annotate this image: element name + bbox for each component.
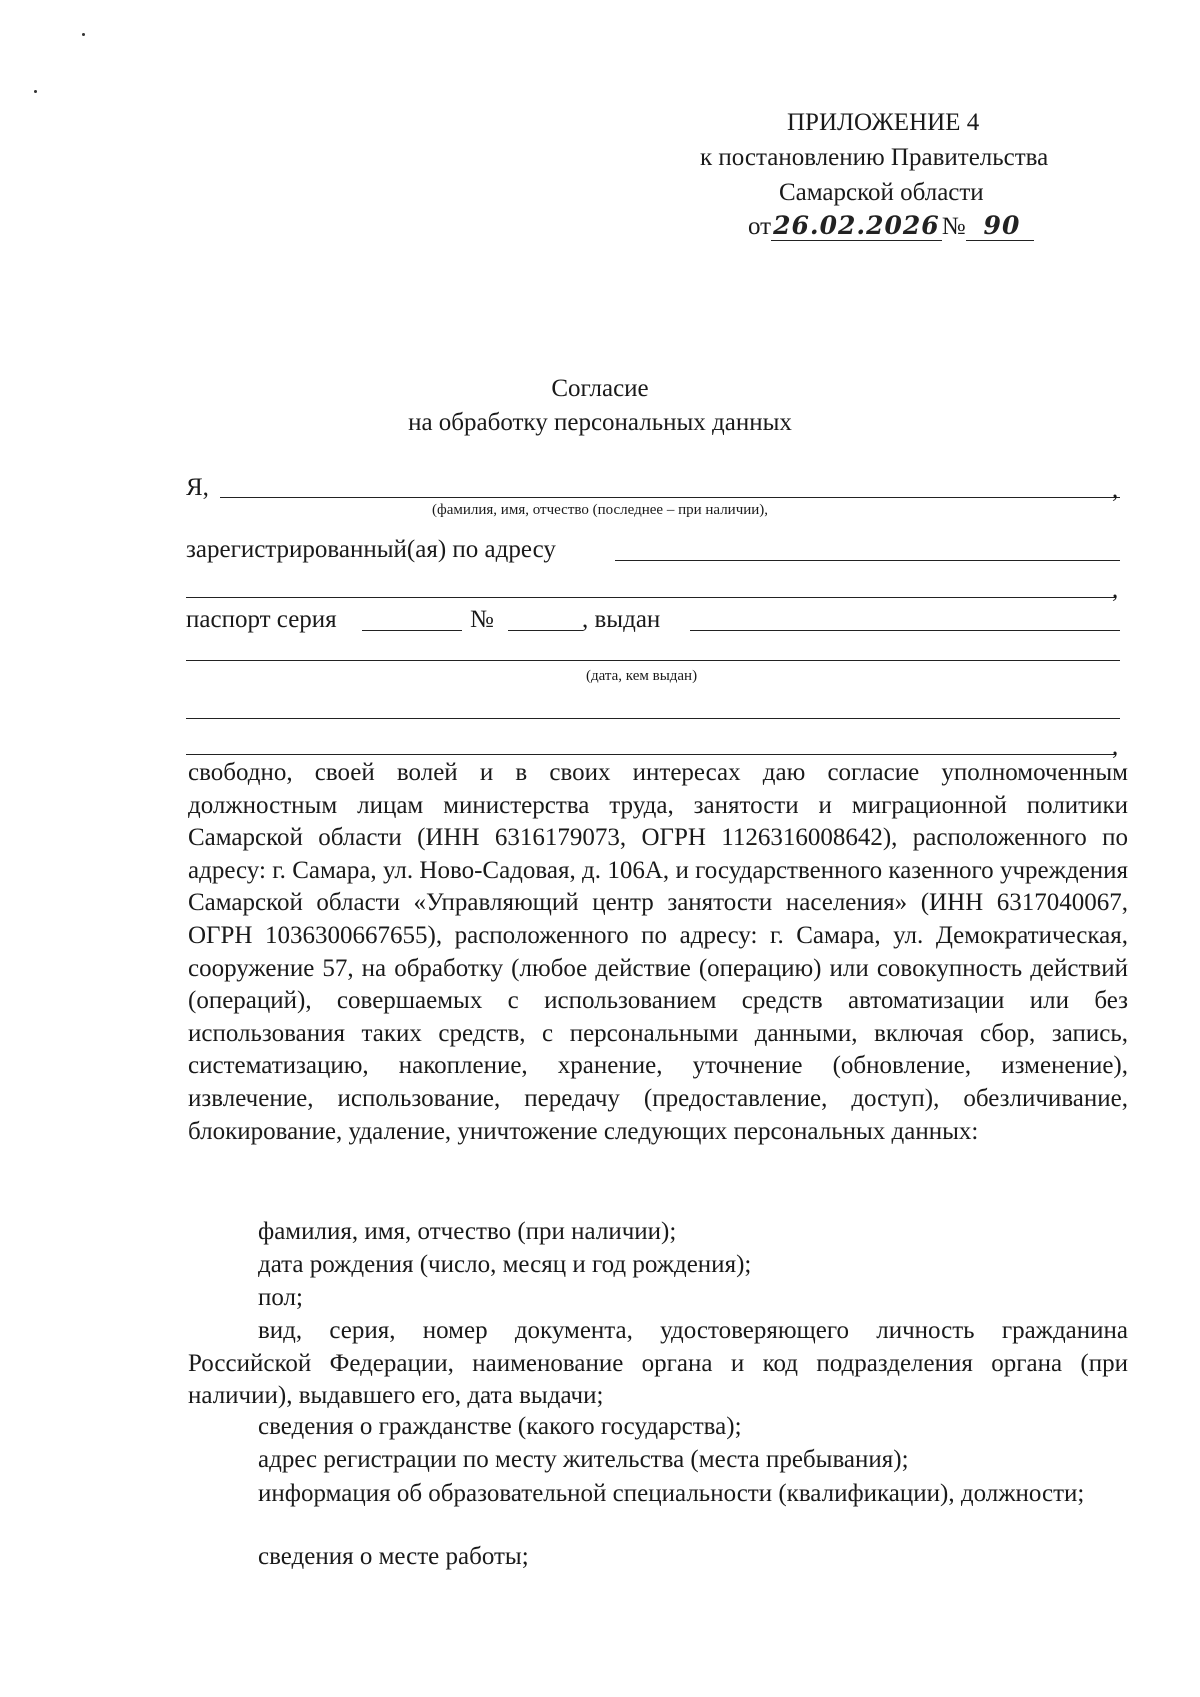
- list-item: информация об образовательной специальности (квалификации), должности;: [258, 1480, 1085, 1507]
- passport-series-field[interactable]: [362, 630, 462, 631]
- comma: ,: [1112, 733, 1119, 760]
- list-item: адрес регистрации по месту жительства (места пребывания);: [258, 1446, 909, 1473]
- date-prefix: от: [748, 213, 772, 240]
- ya-label: Я,: [186, 474, 209, 501]
- document-subtitle: на обработку персональных данных: [408, 409, 792, 436]
- decree-date: 26.02.2026: [773, 211, 940, 240]
- document-title: Согласие: [551, 375, 649, 402]
- issued-field-line4[interactable]: [186, 754, 1116, 755]
- comma: ,: [1112, 476, 1119, 503]
- fio-field[interactable]: [220, 497, 1120, 498]
- consent-paragraph: свободно, своей волей и в своих интересах даю согласие уполномоченным должностным лицам министерства труда, занятости и миграционной политики Самарской области (ИНН 6316179073, ОГРН 1126316008642), расположенного по адресу: г. Самара, ул. Ново-Садовая, д. 106А, и государственного казенного учреждения Самарской области «Управляющий центр занятости населения» (ИНН 6317040067, ОГРН 1036300667655), расположенного по адресу: г. Самара, ул. Демократическая, сооружение 57, на обработку (любое действие (операцию) или совокупность действий (операций), совершаемых с использованием средств автоматизации или без использования таких средств, с персональными данными, включая сбор, запись, систематизацию, накопление, хранение, уточнение (обновление, изменение), извлечение, использование, передачу (предоставление, доступ), обезличивание, блокирование, удаление, уничтожение следующих персональных данных:: [188, 759, 1128, 1145]
- list-item: фамилия, имя, отчество (при наличии);: [258, 1218, 677, 1245]
- region-name: Самарской области: [779, 179, 984, 206]
- issued-field-line3[interactable]: [186, 718, 1120, 719]
- issued-label: , выдан: [582, 606, 661, 633]
- scan-speck: [34, 90, 37, 93]
- decree-reference: к постановлению Правительства: [700, 144, 1049, 171]
- appendix-title: ПРИЛОЖЕНИЕ 4: [787, 109, 980, 136]
- number-sign: №: [941, 213, 966, 240]
- decree-number: 90: [966, 211, 1035, 241]
- list-item: сведения о гражданстве (какого государства);: [258, 1413, 742, 1440]
- passport-number-label: №: [470, 606, 494, 633]
- decree-date-line: [748, 208, 1034, 244]
- list-item: пол;: [258, 1284, 303, 1311]
- list-item: дата рождения (число, месяц и год рождения);: [258, 1251, 752, 1278]
- comma: ,: [1112, 576, 1119, 603]
- list-item: сведения о месте работы;: [258, 1543, 529, 1570]
- fio-caption: (фамилия, имя, отчество (последнее – при наличии),: [432, 502, 769, 518]
- passport-number-field[interactable]: [508, 630, 583, 631]
- address-field[interactable]: [615, 560, 1120, 561]
- address-field-line2[interactable]: [186, 597, 1116, 598]
- address-label: зарегистрированный(ая) по адресу: [186, 536, 556, 563]
- scan-speck: [82, 33, 85, 36]
- issued-field[interactable]: [690, 630, 1120, 631]
- issued-field-line2[interactable]: [186, 660, 1120, 661]
- issued-caption: (дата, кем выдан): [586, 668, 698, 684]
- passport-series-label: паспорт серия: [186, 606, 337, 633]
- list-item: вид, серия, номер документа, удостоверяющего личность гражданина Российской Федерации, наименование органа и код подразделения органа (при наличии), выдавшего его, дата выдачи;: [188, 1317, 1128, 1410]
